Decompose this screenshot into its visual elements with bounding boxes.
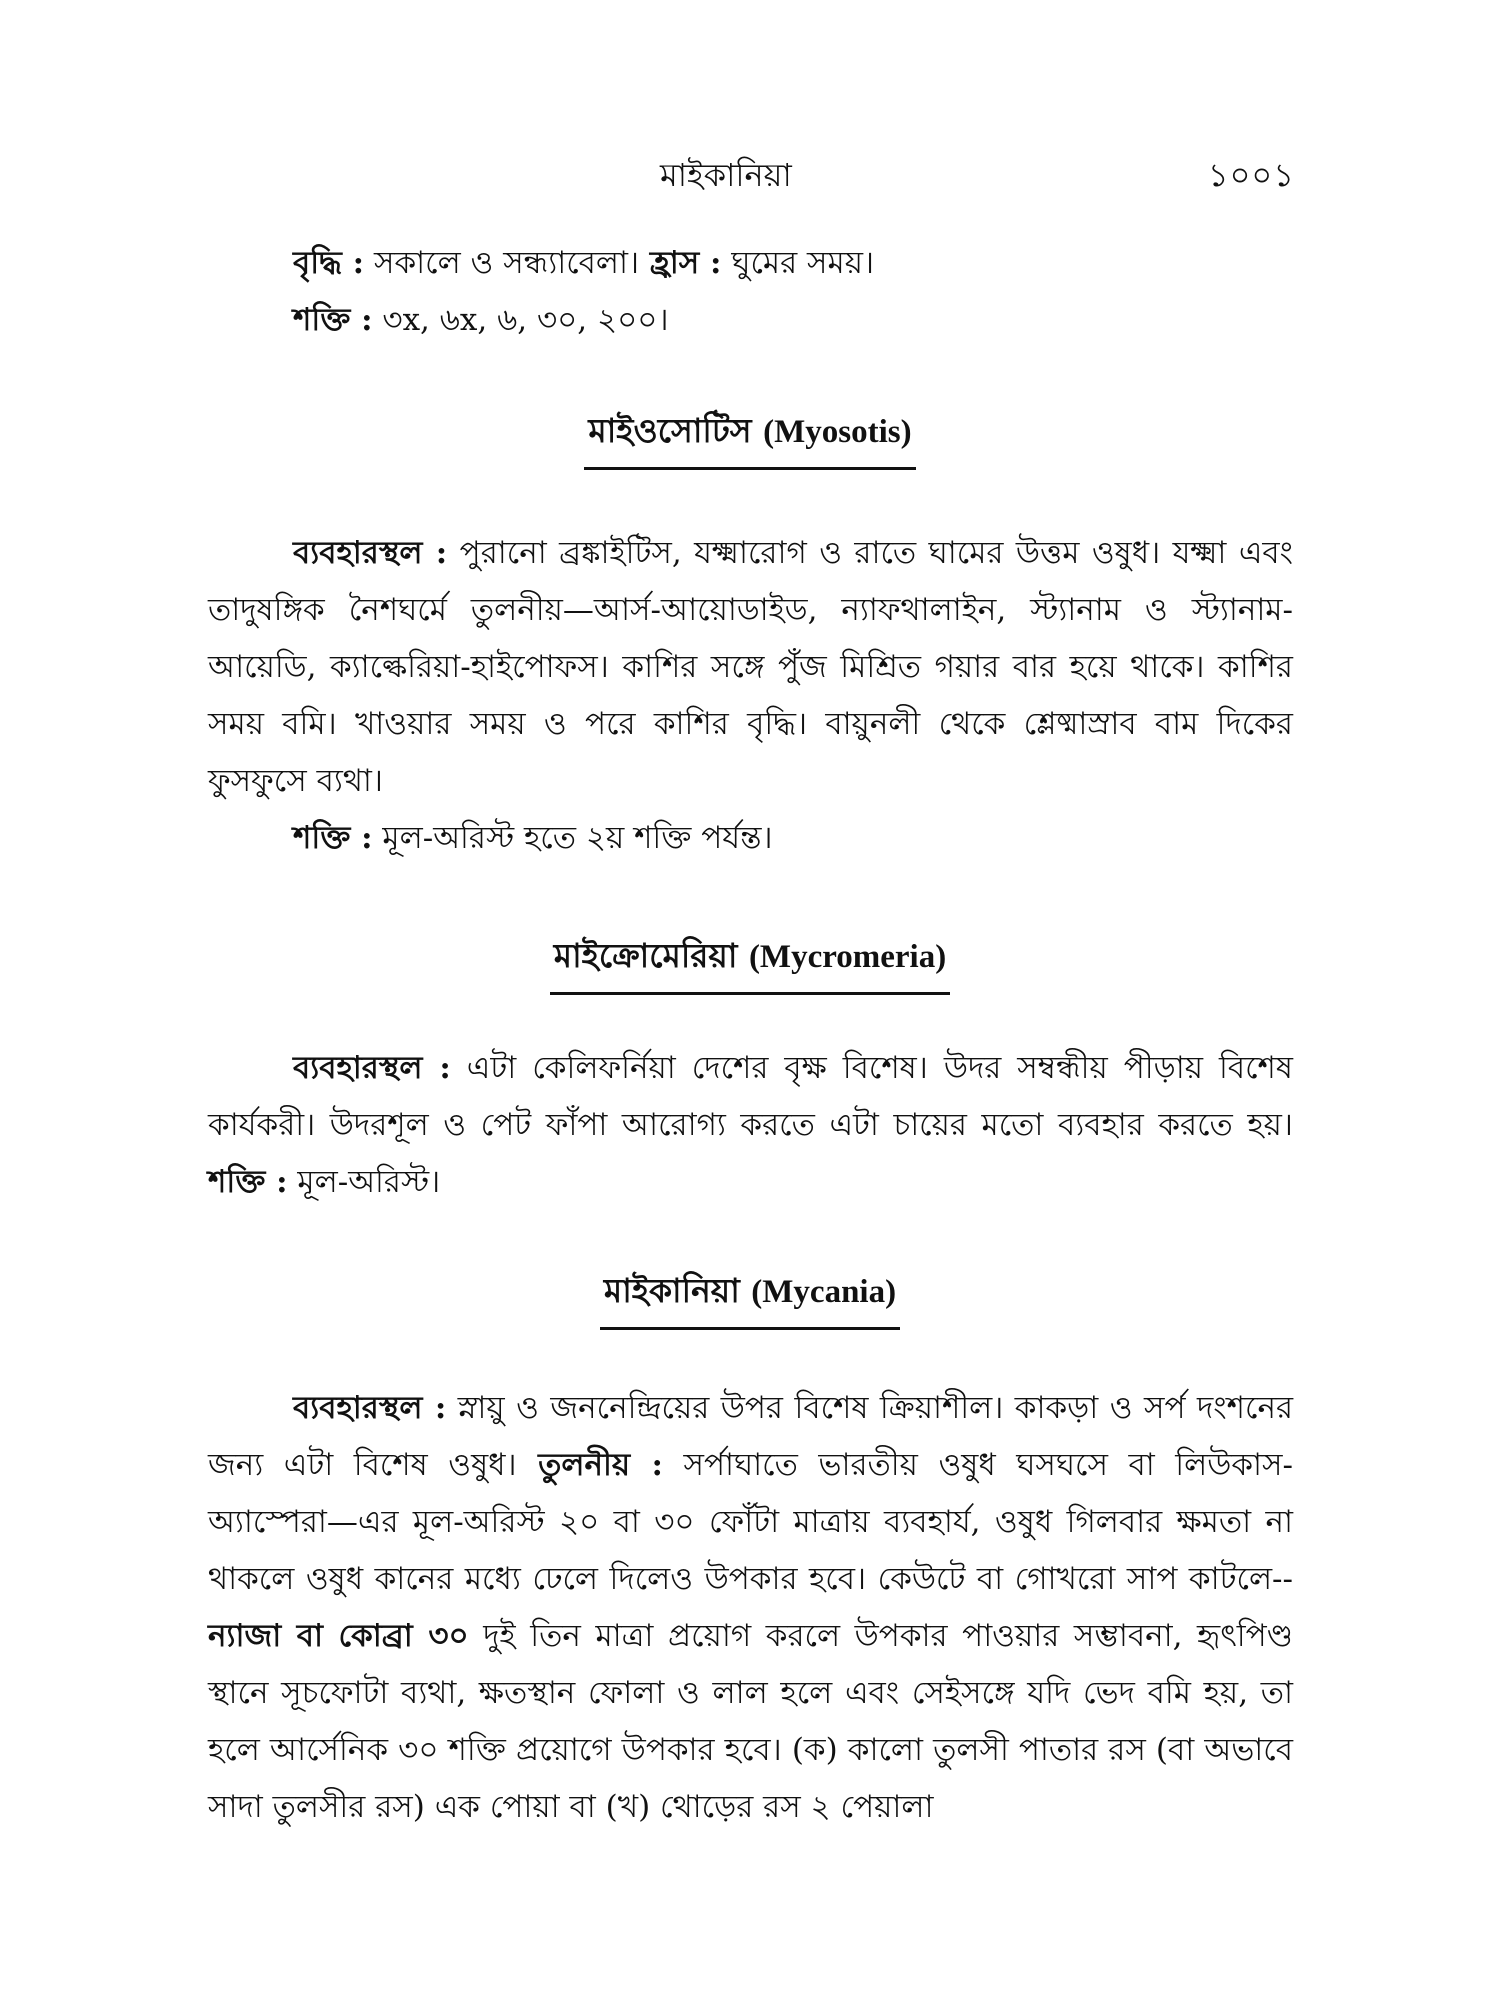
- intro-line-aggravation: বৃদ্ধি : সকালে ও সন্ধ্যাবেলা। হ্রাস : ঘুমের সময়।: [293, 245, 875, 281]
- heading-mycromeria: মাইক্রোমেরিয়া (Mycromeria): [0, 930, 1500, 995]
- myosotis-usage-paragraph: ব্যবহারস্থল : পুরানো ব্রঙ্কাইটিস, যক্ষ্মারোগ ও রাতে ঘামের উত্তম ওষুধ। যক্ষ্মা এবং তাদুষঙ্গিক নৈশঘর্মে তুলনীয়—আর্স-আয়োডাইড, ন্যাফথালাইন, স্ট্যানাম ও স্ট্যানাম-আয়েডি, ক্যাল্কেরিয়া-হাইপোফস। কাশির সঙ্গে পুঁজ মিশ্রিত গয়ার বার হয়ে থাকে। কাশির সময় বমি। খাওয়ার সময় ও পরে কাশির বৃদ্ধি। বায়ুনলী থেকে শ্লেষ্মাস্রাব বাম দিকের ফুসফুসে ব্যথা।: [208, 535, 1293, 799]
- running-head: [0, 150, 1500, 194]
- myosotis-potency: শক্তি : মূল-অরিস্ট হতে ২য় শক্তি পর্যন্ত।: [293, 820, 773, 856]
- section-mycania-body: [208, 1380, 1293, 1836]
- heading-mycania: মাইকানিয়া (Mycania): [0, 1265, 1500, 1330]
- intro-line-potency: শক্তি : ৩x, ৬x, ৬, ৩০, ২০০।: [293, 302, 669, 338]
- section-mycromeria-body: [208, 1040, 1293, 1211]
- heading-myosotis: মাইওসোটিস (Myosotis): [0, 405, 1500, 470]
- section-myosotis-body: [208, 525, 1293, 867]
- page-number: ১০০১: [1207, 156, 1295, 194]
- intro-block: [208, 235, 1293, 349]
- mycania-usage-paragraph: ব্যবহারস্থল : স্নায়ু ও জননেন্দ্রিয়ের উপর বিশেষ ক্রিয়াশীল। কাকড়া ও সর্প দংশনের জন্য এটা বিশেষ ওষুধ। তুলনীয় : সর্পাঘাতে ভারতীয় ওষুধ ঘসঘসে বা লিউকাস-অ্যাস্পেরা—এর মূল-অরিস্ট ২০ বা ৩০ ফোঁটা মাত্রায় ব্যবহার্য, ওষুধ গিলবার ক্ষমতা না থাকলে ওষুধ কানের মধ্যে ঢেলে দিলেও উপকার হবে। কেউটে বা গোখরো সাপ কাটলে--ন্যাজা বা কোব্রা ৩০ দুই তিন মাত্রা প্রয়োগ করলে উপকার পাওয়ার সম্ভাবনা, হৃৎপিণ্ড স্থানে সূচফোটা ব্যথা, ক্ষতস্থান ফোলা ও লাল হলে এবং সেইসঙ্গে যদি ভেদ বমি হয়, তা হলে আর্সেনিক ৩০ শক্তি প্রয়োগে উপকার হবে। (ক) কালো তুলসী পাতার রস (বা অভাবে সাদা তুলসীর রস) এক পোয়া বা (খ) থোড়ের রস ২ পেয়ালা: [208, 1390, 1293, 1825]
- mycromeria-usage-paragraph: ব্যবহারস্থল : এটা কেলিফর্নিয়া দেশের বৃক্ষ বিশেষ। উদর সম্বন্ধীয় পীড়ায় বিশেষ কার্যকরী। উদরশূল ও পেট ফাঁপা আরোগ্য করতে এটা চায়ের মতো ব্যবহার করতে হয়। শক্তি : মূল-অরিস্ট।: [208, 1050, 1293, 1200]
- running-title: মাইকানিয়া: [660, 156, 792, 194]
